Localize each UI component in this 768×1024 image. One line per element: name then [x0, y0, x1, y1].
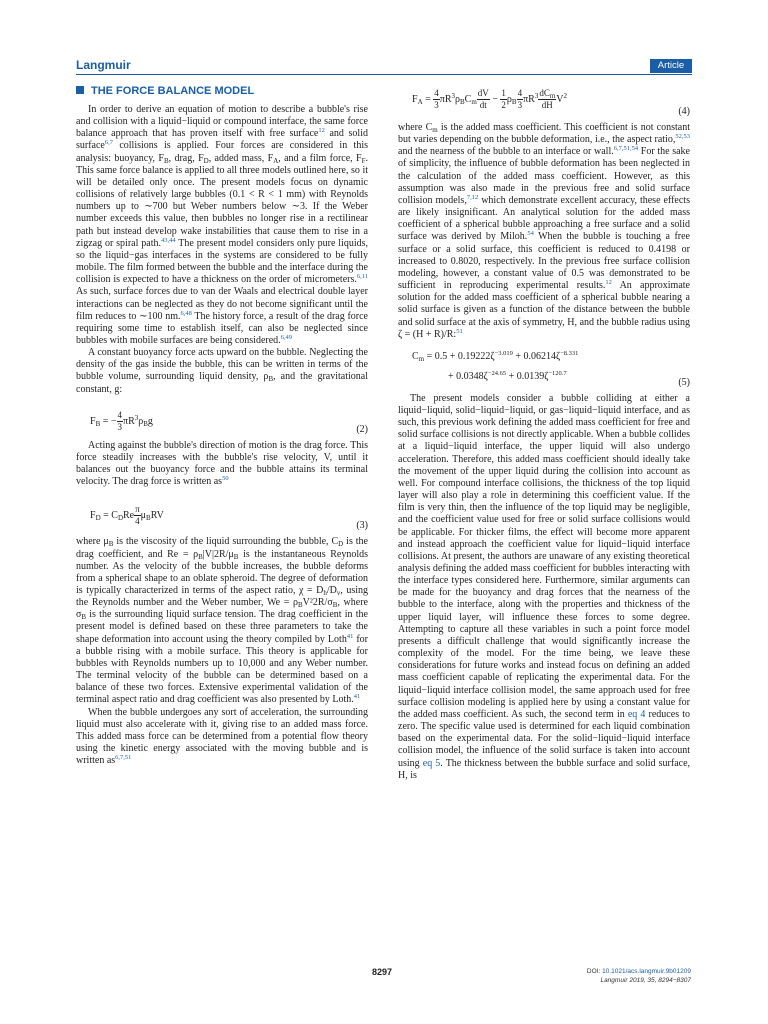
citation-link[interactable]: 52,53	[675, 133, 690, 141]
citation-line: Langmuir 2019, 35, 8294−8307	[600, 977, 691, 984]
equation-2: $F_B$ = − $\frac{4}{3}$ $\pi R^3\rho_Bg$ (2)	[90, 409, 368, 435]
equation-number: (5)	[678, 376, 690, 388]
page-header	[76, 59, 692, 75]
doi-block: DOI: 10.1021/acs.langmuir.9b01209 Langmuir 2019, 35, 8294−8307	[586, 968, 691, 984]
citation-link[interactable]: 6,7	[104, 139, 113, 147]
citation-link[interactable]: 12	[605, 279, 612, 287]
article-type-tag: Article	[650, 59, 692, 73]
page-number: 8297	[372, 967, 393, 977]
citation-link[interactable]: 50	[222, 475, 229, 483]
header-rule	[76, 74, 692, 75]
section-bullet-icon	[76, 86, 84, 94]
paragraph: The present models consider a bubble colliding at either a liquid−liquid, solid−liquid−liquid, or gas−liquid−liquid interface, and as such, this previous work defining the added mass coefficient for free and solid surface collisions is not directly applicable. When a bubble collides at a liquid−liquid interface, the upper liquid will also undergo acceleration. Therefore, this added mass coefficient should ideally take the movement of the upper liquid during the collision into account as well. For compound interface collisions, the thickness of the top liquid layer will also play a role in determining this coefficient value. If the film is very thin, then the influence of the top liquid may be negligible, and the coefficient value used for free or solid surface collisions would be applicable. For thicker films, the effect will become more apparent and instead approach the coefficient value for liquid−liquid interface collisions. At present, the authors are unaware of any existing theoretical analysis defining the added mass coefficient for bubbles interacting with the interface types considered here. Furthermore, similar arguments can be made for the buoyancy and drag forces that the nearness of the bubble to the interface, along with the properties and thickness of the upper liquid layer, will influence these forces to some degree. Attempting to capture all these variables in such a point force model presents a difficult challenge that would significantly increase the complexity of the model. For the time being, we leave these considerations for future works and instead focus on defining an added mass coefficient capable of replicating the experimental data. For the liquid−liquid interface collision model, the same approach used for free surface collision modeling is applied here by using a constant value for the added mass coefficient. As such, the second term in eq 4 reduces to zero. The specific value used is determined for each liquid combination based on the experimental data. For the solid−liquid−liquid interface collision model, the influence of the solid surface is taken into account using eq 5. The thickness between the bubble surface and solid surface, H, is	[398, 392, 691, 781]
equation-link[interactable]: eq 5	[422, 757, 441, 769]
equation-5: $C_m = 0.5 + 0.19222\zeta^{-3.019} + 0.06214\zeta^{-8.331}$ + $0.0348\zeta^{-24.65} + 0.0139\zeta^{-120.7}$ (5)	[412, 349, 690, 388]
paragraph: When the bubble undergoes any sort of acceleration, the surrounding liquid must also accelerate with it, giving rise to an added mass force. This added mass force can be determined from a potential flow theory using the kinetic energy associated with the moving bubble and is written as$^{6,7,51}$	[76, 706, 368, 767]
doi-link[interactable]: 10.1021/acs.langmuir.9b01209	[602, 968, 691, 975]
equation-3: $F_D = C_DRe$ $\frac{\pi}{4}$ $\mu_BRV$ (3)	[90, 504, 368, 532]
citation-link[interactable]: 41	[353, 693, 361, 701]
equation-4: $F_A$ = $\frac{4}{3}$ $\pi R^3\rho_BC_m$ $\frac{dV}{dt}$ − $\frac{1}{2}$ $\rho_B$ $\frac{4}{3}$ $\pi R^3$ $\frac{dC_m}{dH}$ $V^2$ (4)	[412, 88, 690, 117]
citation-link[interactable]: 6,48	[180, 309, 192, 317]
left-column	[76, 84, 368, 767]
citation-link[interactable]: 43,44	[160, 236, 176, 244]
paragraph: where $\mu_B$ is the viscosity of the liquid surrounding the bubble, $C_D$ is the drag coefficient, and $Re = \rho_B|V|2R/\mu_B$ is the instantaneous Reynolds number. As the velocity of the bubble increases, the bubble deforms from a spherical shape to an oblate spheroid. The degree of deformation is typically characterized in terms of the aspect ratio, $\chi = D_h/D_v$, using the Reynolds number and the Weber number, $We = \rho_BV^22R/\sigma_B$, where $\sigma_B$ is the surrounding liquid surface tension. The drag coefficient in the present model is defined based on these three parameters to take the shape deformation into account using the theory compiled by Loth$^{41}$ for a bubble rising with a mobile surface. This theory is applicable for bubbles with Reynolds numbers up to 10,000 and any Weber number. The terminal velocity of the bubble can be determined based on a balance of these two forces. Extensive experimental validation of the terminal aspect ratio and drag coefficient was also presented by Loth.$^{41}$	[76, 536, 369, 706]
journal-name[interactable]: Langmuir	[76, 58, 131, 72]
citation-link[interactable]: 6,11	[356, 273, 368, 281]
citation-link[interactable]: 41	[346, 632, 354, 640]
citation-link[interactable]: 51	[456, 327, 463, 335]
equation-number: (3)	[356, 520, 368, 532]
citation-link[interactable]: 6,7,51,54	[613, 145, 639, 153]
equation-number: (2)	[356, 423, 368, 435]
citation-link[interactable]: 7,12	[466, 193, 479, 201]
equation-link[interactable]: eq 4	[627, 708, 646, 720]
paragraph: Acting against the bubble's direction of motion is the drag force. This force steadily increases with the bubble's rise velocity, V, until it balances out the buoyancy force and the bubble attains its terminal velocity. The drag force is written as$^{50}$	[76, 439, 368, 488]
citation-link[interactable]: 6,49	[280, 333, 293, 341]
citation-link[interactable]: 6,7,51	[115, 754, 132, 762]
section-heading	[76, 84, 368, 98]
equation-number: (4)	[678, 105, 690, 117]
paragraph: where $C_m$ is the added mass coefficient. This coefficient is not constant but varies depending on the bubble deformation, i.e., the aspect ratio,$^{52,53}$ and the nearness of the bubble to an interface or wall.$^{6,7,51,54}$ For the sake of simplicity, the influence of bubble deformation has been neglected in the calculation of the added mass coefficient. However, as this assumption was also made in the previous free and solid surface collision models,$^{7,12}$ which demonstrate excellent accuracy, these effects are likely insignificant. An analytical solution for the added mass coefficient of a spherical bubble approaching a free surface and a solid surface was derived by Miloh.$^{54}$ When the bubble is touching a free surface or a solid surface, this coefficient is reduced to 0.4198 or increased to 0.8020, respectively. In the previous free surface collision modeling, however, a constant value of 0.5 was demonstrated to be sufficient in reproducing experimental results.$^{12}$ An approximate solution for the added mass coefficient of a spherical bubble nearing a solid surface is given as a function of the distance between the bubble and solid surface at the axis of symmetry, H, and the bubble radius using ζ = (H + R)/R:$^{51}$	[398, 122, 690, 340]
paragraph: In order to derive an equation of motion to describe a bubble's rise and collision with a liquid−liquid or compound interface, the same force balance approach that has proven itself with free surface$^{12}$ and solid surface$^{6,7}$ collisions is applied. Four forces are considered in this analysis: buoyancy, $F_B$, drag, $F_D$, added mass, $F_A$, and a film force, $F_F$. This same force balance is applied to all three models outlined here, so it will be detailed only once. The present models focus on dynamic collisions of relatively large bubbles (0.1 < R < 1 mm) with Reynolds numbers up to ∼700 but Weber numbers below ∼3. If the Weber number exceeds this value, then bubbles no longer rise in a rectilinear path but instead develop wake instabilities that cause them to rise in a zigzag or spiral path.$^{43,44}$ The present model considers only pure liquids, so the liquid−gas interfaces in the systems are considered to be fully mobile. The film formed between the bubble and the interface during the collision is expected to have a thickness on the order of micrometers.$^{6,11}$ As such, surface forces due to van der Waals and electrical double layer interactions can be neglected as they do not become significant until the film reduces to ∼100 nm.$^{6,48}$ The history force, a result of the drag force requiring some time to establish itself, can also be neglected since bubbles with mobile surfaces are being considered.$^{6,49}$	[76, 104, 369, 346]
right-column	[398, 86, 690, 782]
citation-link[interactable]: 12	[318, 127, 325, 135]
section-title: THE FORCE BALANCE MODEL	[91, 85, 255, 97]
paragraph: A constant buoyancy force acts upward on the bubble. Neglecting the density of the gas inside the bubble, this can be written in terms of the bubble volume, surrounding liquid density, $\rho_B$, and the gravitational constant, g:	[76, 347, 368, 395]
citation-link[interactable]: 54	[527, 230, 534, 238]
